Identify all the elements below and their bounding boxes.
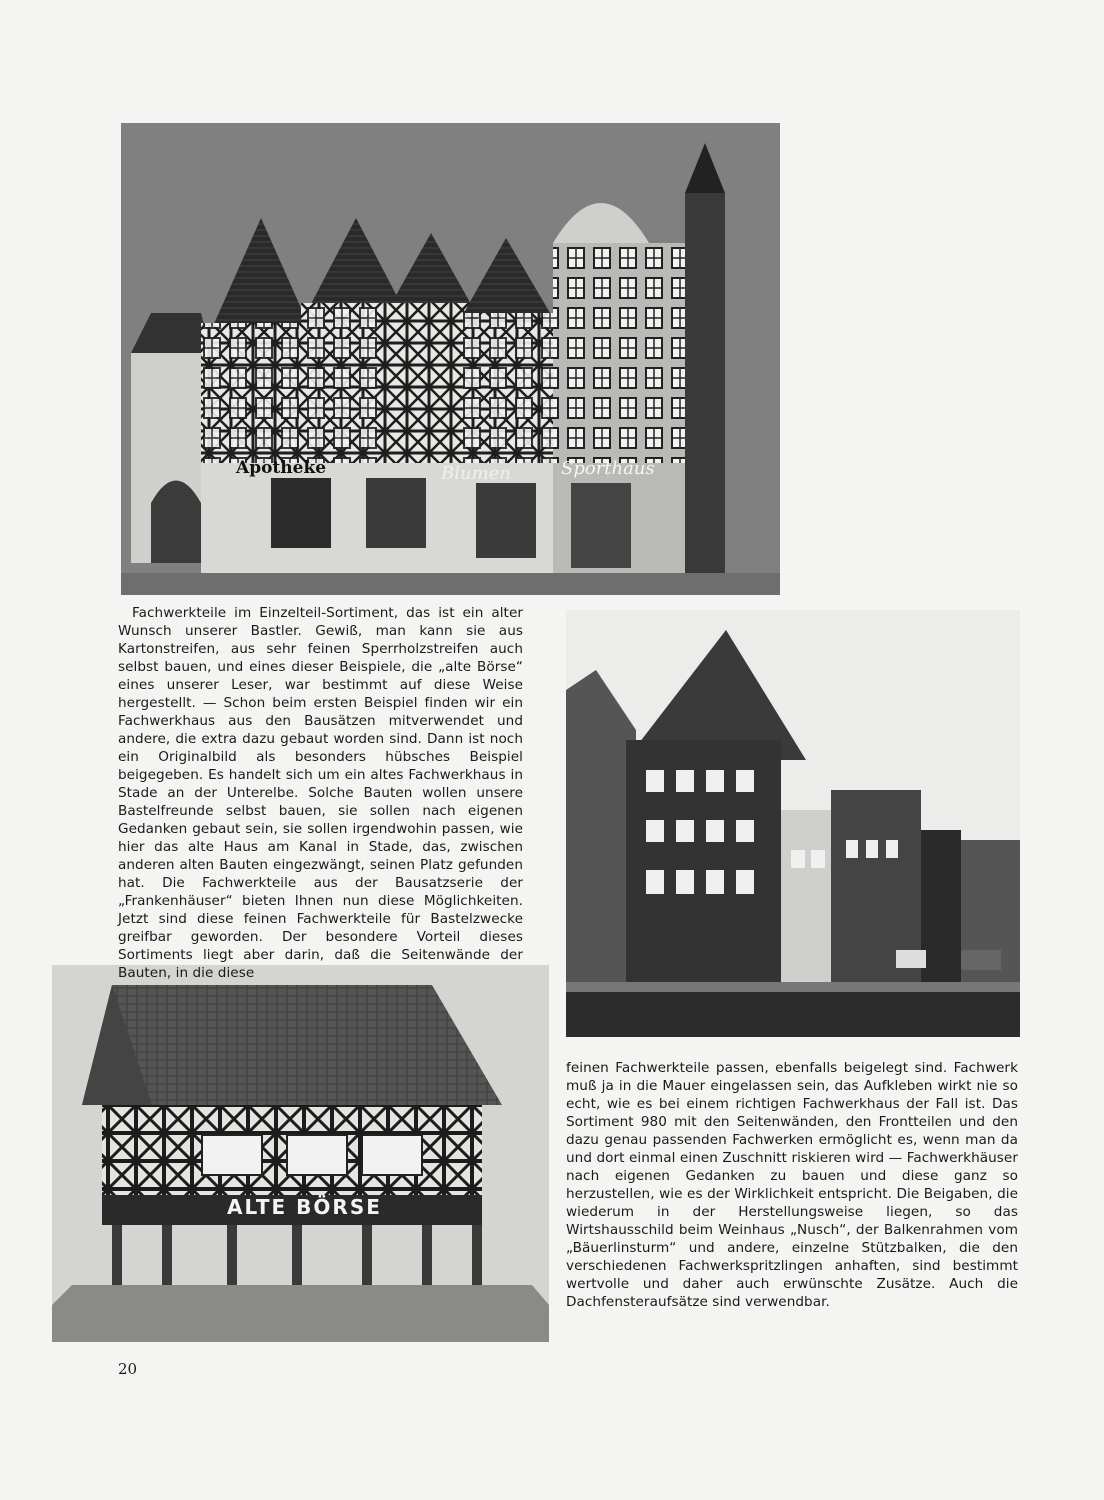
page-number: 20 — [118, 1360, 138, 1378]
photo-model-street — [121, 123, 780, 595]
text-column-left — [118, 604, 523, 982]
paragraph-left: Fachwerkteile im Einzelteil-Sortiment, das ist ein alter Wunsch unserer Bastler. Gewiß, man kann sie aus Kartonstreifen, aus sehr feinen Sperrholzstreifen auch selbst bauen, und eines dieser Beispiele, die „alte Börse“ eines unserer Leser, war bestimmt auf diese Weise hergestellt. — Schon beim ersten Beispiel finden wir ein Fachwerkhaus aus den Bausätzen mitverwendet und andere, die extra dazu gebaut worden sind. Dann ist noch ein Originalbild als besonders hübsches Beispiel beigegeben. Es handelt sich um ein altes Fachwerkhaus in Stade an der Unterelbe. Solche Bauten wollen unsere Bastelfreunde selbst bauen, sie sollen nach eigenen Gedanken gebaut sein, sie sollen irgendwohin passen, wie hier das alte Haus am Kanal in Stade, das, zwischen anderen alten Bauten eingezwängt, seinen Platz gefunden hat. Die Fachwerkteile aus der Bausatzserie der „Frankenhäuser“ bieten Ihnen nun diese Möglichkeiten. Jetzt sind diese feinen Fachwerkteile für Bastelzwecke greifbar geworden. Der besondere Vorteil dieses Sortiments liegt aber darin, daß die Seitenwände der Bauten, in die diese — [118, 605, 523, 981]
photo-stade-canal — [566, 610, 1020, 1037]
paragraph-right: feinen Fachwerkteile passen, ebenfalls beigelegt sind. Fachwerk muß ja in die Mauer eingelassen sein, das Aufkleben wirkt nie so echt, wie es bei einem richtigen Fachwerkhaus der Fall ist. Das Sortiment 980 mit den Seitenwänden, den Frontteilen und den dazu genau passenden Fachwerken ermöglicht es, wenn man da und dort einmal einen Zuschnitt riskieren wird — Fachwerkhäuser nach eigenen Gedanken zu bauen und diese ganz so herzustellen, wie es der Wirklichkeit entspricht. Die Beigaben, die wiederum in der Herstellungsweise liegen, so das Wirtshausschild beim Weinhaus „Nusch“, der Balkenrahmen vom „Bäuerlinsturm“ und andere, einzelne Stützbalken, die den verschiedenen Fachwerkspritzlingen anhaften, sind bestimmt wertvolle und daher auch erwünschte Zusätze. Auch die Dachfensteraufsätze sind verwendbar. — [566, 1060, 1018, 1310]
text-column-right — [566, 1059, 1018, 1311]
sign-alte-boerse: ALTE BÖRSE — [227, 1195, 382, 1219]
sign-blumen: Blumen — [441, 463, 511, 484]
photo-alte-boerse-model — [52, 965, 549, 1342]
sign-sporthaus: Sporthaus — [561, 458, 655, 479]
sign-apotheke: Apotheke — [236, 458, 327, 478]
